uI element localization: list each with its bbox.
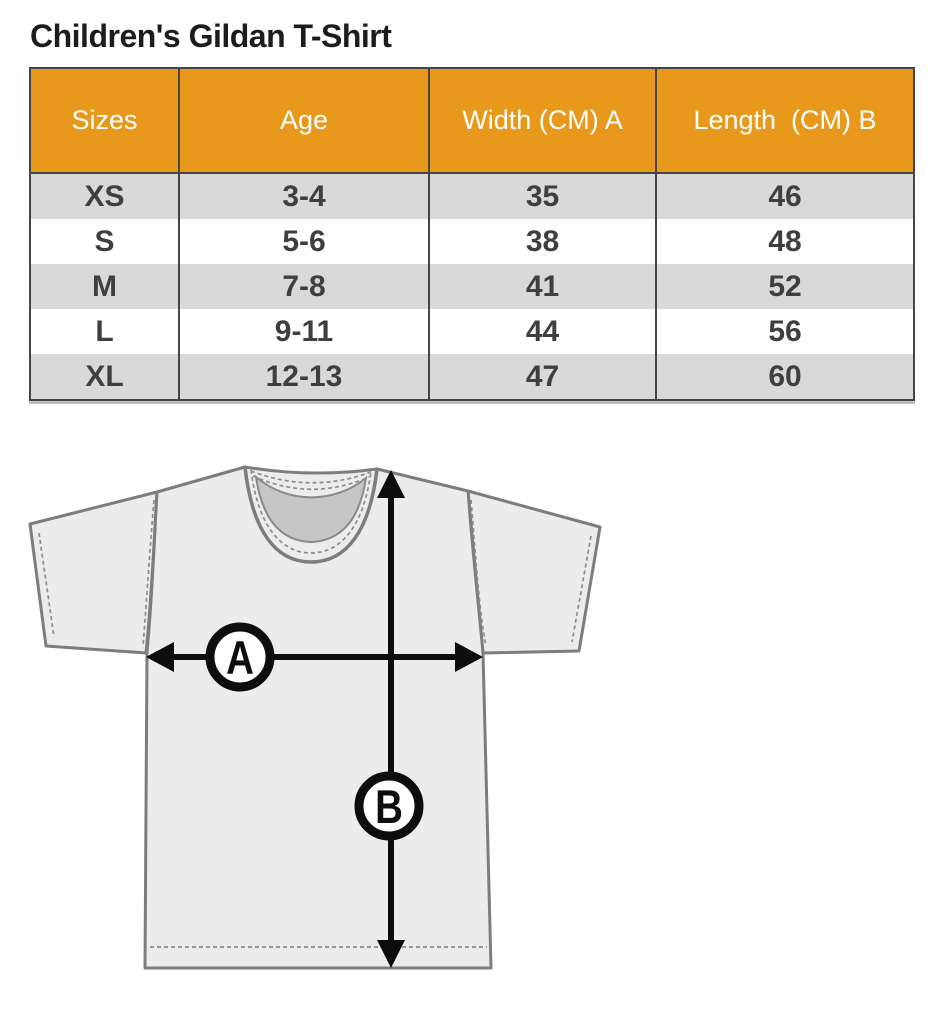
header-width: Width (CM) A (429, 68, 656, 173)
cell-age: 12-13 (179, 354, 429, 400)
right-sleeve (468, 491, 600, 653)
page-title: Children's Gildan T-Shirt (30, 18, 392, 54)
width-label-a: A (226, 632, 254, 685)
size-table-header (30, 68, 914, 173)
cell-width: 35 (429, 173, 656, 219)
header-sizes: Sizes (30, 68, 179, 173)
cell-length: 48 (656, 219, 914, 264)
length-label-b: B (375, 781, 403, 834)
cell-size: XS (30, 173, 179, 219)
cell-length: 56 (656, 309, 914, 354)
header-row (30, 68, 914, 173)
size-table-body (30, 173, 914, 400)
left-sleeve (30, 492, 157, 653)
cell-length: 60 (656, 354, 914, 400)
header-age: Age (179, 68, 429, 173)
cell-size: L (30, 309, 179, 354)
cell-size: M (30, 264, 179, 309)
table-row-s (30, 219, 914, 264)
table-row-xl (30, 354, 914, 400)
cell-width: 41 (429, 264, 656, 309)
cell-width: 44 (429, 309, 656, 354)
table-row-l (30, 309, 914, 354)
cell-size: XL (30, 354, 179, 400)
tshirt-measurement-diagram (0, 440, 640, 1007)
width-label-circle (210, 627, 270, 687)
cell-size: S (30, 219, 179, 264)
cell-length: 46 (656, 173, 914, 219)
cell-age: 5-6 (179, 219, 429, 264)
cell-width: 47 (429, 354, 656, 400)
cell-age: 3-4 (179, 173, 429, 219)
cell-age: 9-11 (179, 309, 429, 354)
tshirt-diagram-svg (0, 440, 640, 1007)
cell-length: 52 (656, 264, 914, 309)
table-row-m (30, 264, 914, 309)
cell-age: 7-8 (179, 264, 429, 309)
size-table (29, 67, 915, 401)
table-row-xs (30, 173, 914, 219)
header-length: Length (CM) B (656, 68, 914, 173)
cell-width: 38 (429, 219, 656, 264)
length-label-circle (359, 776, 419, 836)
